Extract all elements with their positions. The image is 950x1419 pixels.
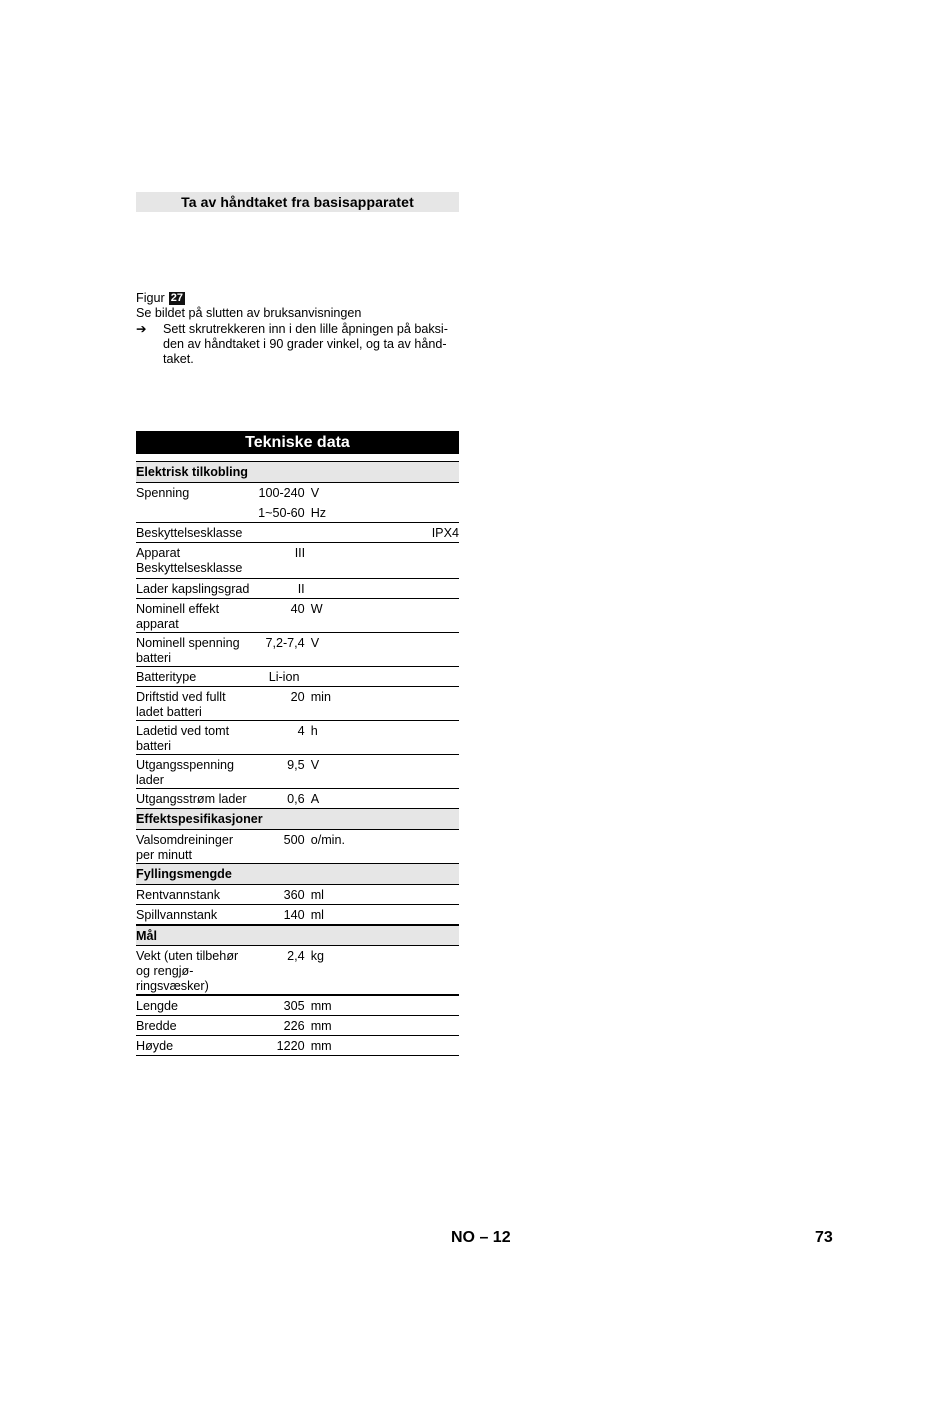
table-row xyxy=(136,579,459,599)
spec-unit: ml xyxy=(305,905,459,925)
spec-value: III xyxy=(251,543,459,579)
spec-value: 4 xyxy=(251,721,305,755)
spec-label: Ladetid ved tomt batteri xyxy=(136,721,251,755)
spec-label: Utgangsstrøm lader xyxy=(136,789,251,809)
spec-unit: ml xyxy=(305,885,459,905)
spec-label: Lader kapslingsgrad xyxy=(136,579,251,599)
spec-unit: o/min. xyxy=(305,830,459,864)
technical-data-table xyxy=(136,461,459,1056)
table-row xyxy=(136,1015,459,1035)
table-row xyxy=(136,503,459,523)
spec-unit: min xyxy=(305,687,459,721)
spec-unit: A xyxy=(305,789,459,809)
spec-value: 7,2-7,4 xyxy=(251,633,305,667)
spec-unit: V xyxy=(305,633,459,667)
figure-reference xyxy=(136,291,466,306)
table-row xyxy=(136,1035,459,1055)
spec-label: Vekt (uten tilbehør og rengjø- ringsvæsker) xyxy=(136,946,251,996)
category-row xyxy=(136,809,459,830)
spec-label: Nominell spenning batteri xyxy=(136,633,251,667)
spec-value: 0,6 xyxy=(251,789,305,809)
table-row xyxy=(136,633,459,667)
spec-label: Rentvannstank xyxy=(136,885,251,905)
instructions xyxy=(136,291,466,367)
spec-value: II xyxy=(251,579,459,599)
category-label: Fyllingsmengde xyxy=(136,864,459,885)
spec-label: Bredde xyxy=(136,1015,251,1035)
table-row xyxy=(136,789,459,809)
table-row xyxy=(136,755,459,789)
table-row xyxy=(136,946,459,996)
spec-value: 360 xyxy=(251,885,305,905)
spec-unit: h xyxy=(305,721,459,755)
spec-value: 1220 xyxy=(251,1035,305,1055)
spec-value: 100-240 xyxy=(258,486,305,500)
step-line: den av håndtaket i 90 grader vinkel, og ta av hånd- xyxy=(163,336,447,351)
spec-label: Spenning xyxy=(136,486,190,500)
spec-label: Lengde xyxy=(136,995,251,1015)
table-row xyxy=(136,995,459,1015)
arrow-right-icon: ➔ xyxy=(136,321,147,336)
spec-label: Beskyttelsesklasse xyxy=(136,523,251,543)
spec-value: 40 xyxy=(251,599,305,633)
category-label: Effektspesifikasjoner xyxy=(136,809,459,830)
figure-label: Figur xyxy=(136,291,165,305)
category-row xyxy=(136,462,459,483)
spec-label: Apparat Beskyttelsesklasse xyxy=(136,543,251,579)
spec-value: 140 xyxy=(251,905,305,925)
spec-value: 20 xyxy=(251,687,305,721)
instruction-step xyxy=(136,322,466,368)
step-line: Sett skrutrekkeren inn i den lille åpningen på baksi- xyxy=(163,321,448,336)
spec-value: 2,4 xyxy=(251,946,305,996)
table-row xyxy=(136,523,459,543)
table-row xyxy=(136,599,459,633)
spec-label: Driftstid ved fullt ladet batteri xyxy=(136,687,251,721)
table-row xyxy=(136,667,459,687)
see-image-note: Se bildet på slutten av bruksanvisningen xyxy=(136,306,362,321)
table-row xyxy=(136,543,459,579)
spec-value: 9,5 xyxy=(251,755,305,789)
table-row xyxy=(136,721,459,755)
spec-label: Valsomdreininger per minutt xyxy=(136,830,251,864)
table-row xyxy=(136,830,459,864)
table-row xyxy=(136,885,459,905)
footer-language-code: NO – 12 xyxy=(451,1229,511,1246)
table-row xyxy=(136,905,459,925)
category-row xyxy=(136,864,459,885)
category-label: Mål xyxy=(136,925,459,946)
table-row xyxy=(136,687,459,721)
spec-label: Spillvannstank xyxy=(136,905,251,925)
spec-value: 226 xyxy=(251,1015,305,1035)
spec-unit: V xyxy=(310,486,320,500)
spec-value: 305 xyxy=(251,995,305,1015)
category-row xyxy=(136,925,459,946)
step-line: taket. xyxy=(163,352,194,367)
spec-label: Utgangsspenning lader xyxy=(136,755,251,789)
table-row xyxy=(136,483,459,503)
spec-value: Li-ion xyxy=(251,667,459,687)
spec-unit: W xyxy=(305,599,459,633)
spec-label: Nominell effekt apparat xyxy=(136,599,251,633)
spec-unit: mm xyxy=(305,1035,459,1055)
spec-value: 1~50-60 xyxy=(251,503,305,523)
spec-label: Høyde xyxy=(136,1035,251,1055)
spec-unit: V xyxy=(305,755,459,789)
spec-unit: mm xyxy=(305,1015,459,1035)
spec-value: 500 xyxy=(251,830,305,864)
spec-label: Batteritype xyxy=(136,667,251,687)
figure-number-badge: 27 xyxy=(170,292,183,305)
spec-unit: kg xyxy=(305,946,459,996)
page-number: 73 xyxy=(815,1229,833,1246)
spec-unit: mm xyxy=(305,995,459,1015)
spec-value: IPX4 xyxy=(251,523,459,543)
spec-unit: Hz xyxy=(305,503,459,523)
category-label: Elektrisk tilkobling xyxy=(136,462,459,483)
section-heading: Ta av håndtaket fra basisapparatet xyxy=(136,192,459,212)
technical-data-title: Tekniske data xyxy=(136,431,459,454)
